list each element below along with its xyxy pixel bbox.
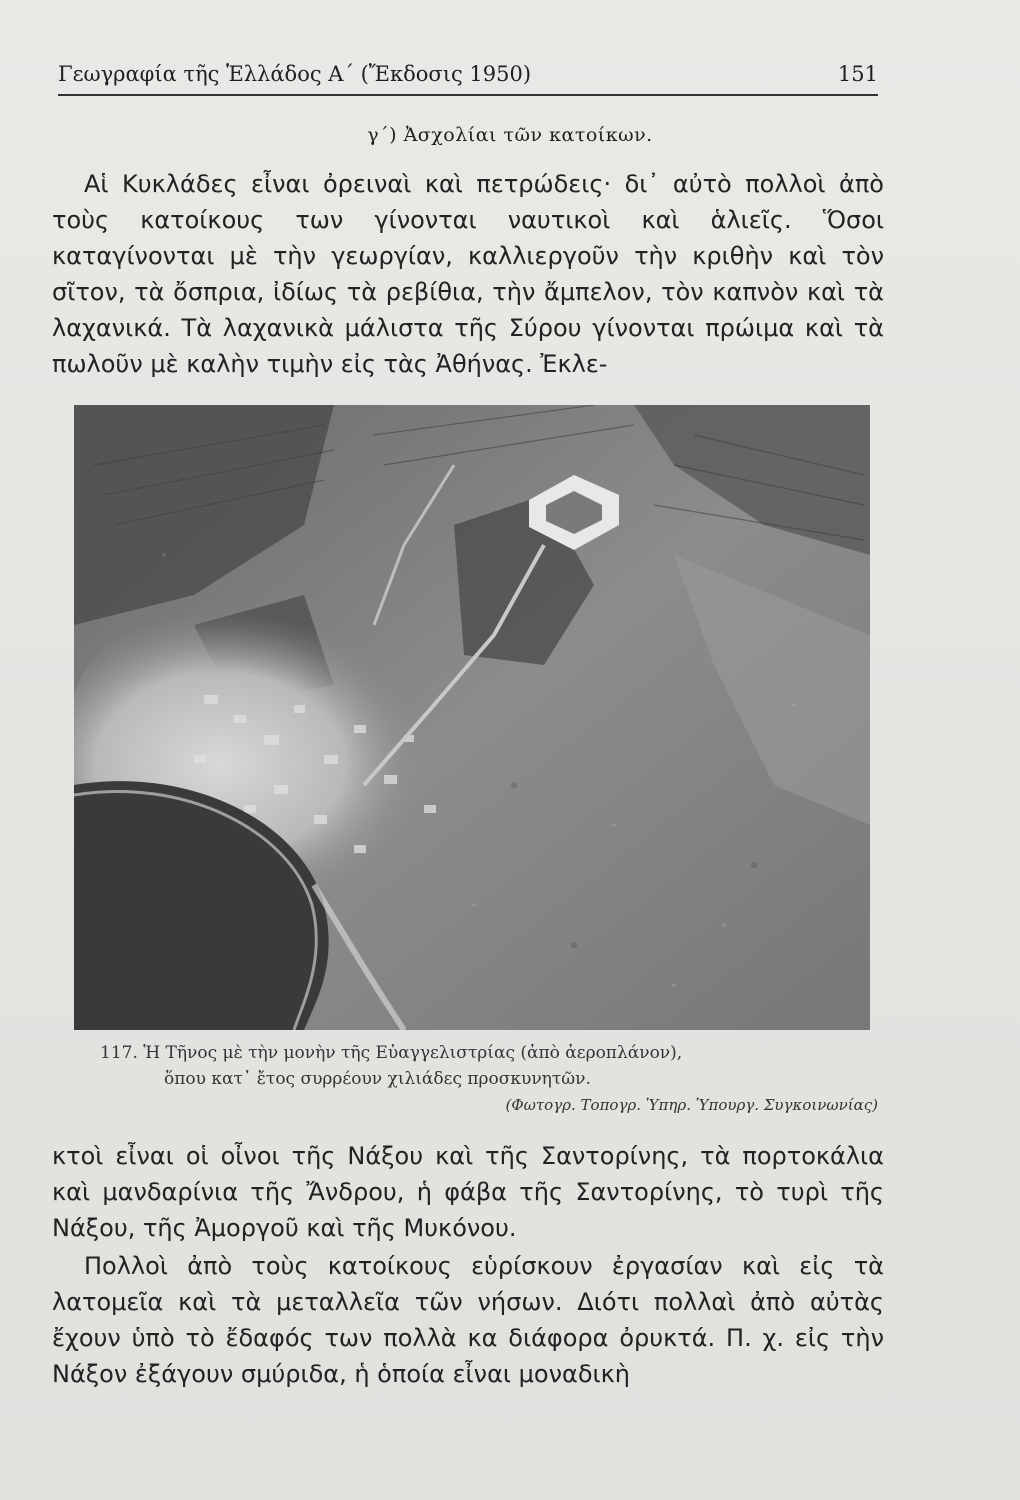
aerial-photo-tinos <box>74 405 870 1030</box>
caption-line-2: ὅπου κατ᾽ ἔτος συρρέουν χιλιάδες προσκυνητῶν. <box>164 1069 591 1089</box>
paragraph-occupations: Αἱ Κυκλάδες εἶναι ὀρειναὶ καὶ πετρώδεις· δι᾽ αὐτὸ πολλοὶ ἀπὸ τοὺς κατοίκους των γίνονται ναυτικοὶ καὶ ἁλιεῖς. Ὅσοι καταγίνονται μὲ τὴν γεωργίαν, καλλιεργοῦν τὴν κριθὴν καὶ τὸν σῖτον, τὰ ὄσπρια, ἰδίως τὰ ρεβίθια, τὴν ἄμπελον, τὸν καπνὸν καὶ τὰ λαχανικά. Τὰ λαχανικὰ μάλιστα τῆς Σύρου γίνονται πρώιμα καὶ τὰ πωλοῦν μὲ καλὴν τιμὴν εἰς τὰς Ἀθήνας. Ἐκλε- <box>52 170 884 378</box>
photo-credit: (Φωτογρ. Τοπογρ. Ὑπηρ. Ὑπουργ. Συγκοινωνίας) <box>505 1096 878 1114</box>
page-number: 151 <box>837 62 878 86</box>
paragraph-mining: Πολλοὶ ἀπὸ τοὺς κατοίκους εὑρίσκουν ἐργασίαν καὶ εἰς τὰ λατομεῖα καὶ τὰ μεταλλεῖα τῶν νήσων. Διότι πολλαὶ ἀπὸ αὐτὰς ἔχουν ὑπὸ τὸ ἔδαφός των πολλὰ κα διάφορα ὀρυκτά. Π. χ. εἰς τὴν Νάξον ἐξάγουν σμύριδα, ἡ ὁποία εἶναι μοναδικὴ <box>52 1252 884 1388</box>
caption-line-1: 117. Ἡ Τῆνος μὲ τὴν μονὴν τῆς Εὐαγγελιστρίας (ἀπὸ ἀεροπλάνον), <box>100 1043 683 1063</box>
figure-caption <box>100 1040 890 1118</box>
running-header-title: Γεωγραφία τῆς Ἑλλάδος Α΄ (Ἔκδοσις 1950) <box>58 62 532 86</box>
paragraph-products: κτοὶ εἶναι οἱ οἶνοι τῆς Νάξου καὶ τῆς Σαντορίνης, τὰ πορτοκάλια καὶ μανδαρίνια τῆς Ἄνδρου, ἡ φάβα τῆς Σαντορίνης, τὸ τυρὶ τῆς Νάξου, τῆς Ἀμοργοῦ καὶ τῆς Μυκόνου. <box>52 1142 884 1242</box>
section-heading: γ΄) Ἀσχολίαι τῶν κατοίκων. <box>367 124 653 146</box>
running-header <box>58 58 878 96</box>
